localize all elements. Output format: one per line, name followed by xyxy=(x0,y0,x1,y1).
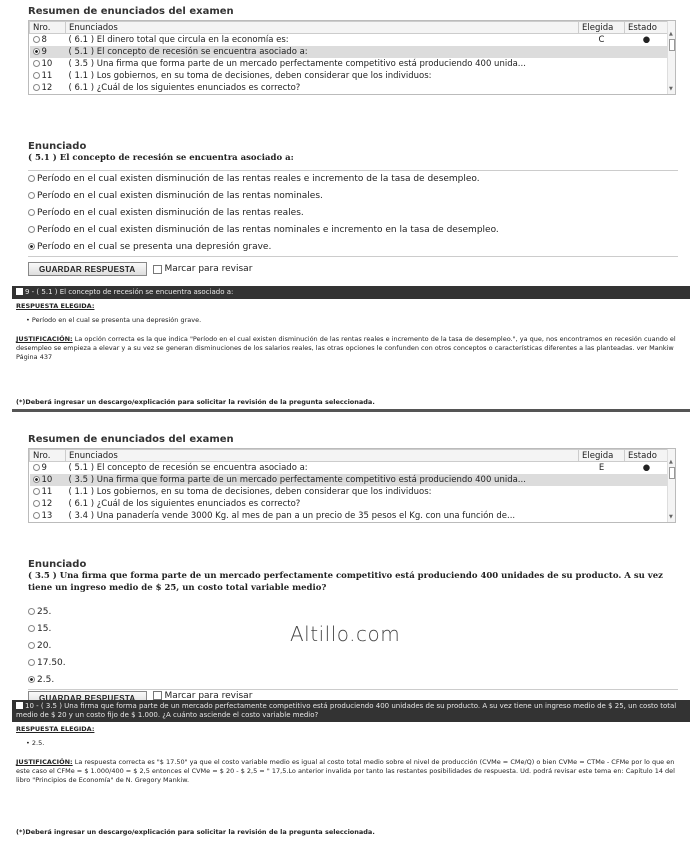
response-label: RESPUESTA ELEGIDA: xyxy=(16,725,95,733)
option-radio[interactable] xyxy=(28,676,35,683)
option-radio[interactable] xyxy=(28,625,35,632)
col-elegida: Elegida xyxy=(579,22,625,34)
table-row[interactable]: 10 ( 3.5 ) Una firma que forma parte de un mercado perfectamente competitivo está produciendo 400 unida... xyxy=(30,474,669,486)
action-row xyxy=(12,260,690,278)
bar-square-icon xyxy=(16,288,23,295)
col-enunciados: Enunciados xyxy=(66,22,579,34)
divider xyxy=(12,409,690,412)
col-estado: Estado xyxy=(625,22,669,34)
summary-title: Resumen de enunciados del examen xyxy=(28,434,234,445)
justification: JUSTIFICACIÓN: La opción correcta es la que indica "Período en el cual existen disminución de las rentas reales e incremento de la tasa de desempleo.", ya que, nos encontramos en recesión cuando el desempleo se empieza a elevar y a su vez se generan disminuciones de los salarios reales, las otras opciones le confunden con otros conceptos o características diferentes a las planteadas. ver Mankiw Página 437 xyxy=(16,335,676,361)
row-radio[interactable] xyxy=(33,476,40,483)
response-item: • 2.5. xyxy=(26,739,45,747)
response-section xyxy=(12,302,690,362)
option[interactable]: 25. xyxy=(28,604,678,621)
row-radio[interactable] xyxy=(33,48,40,55)
option-radio[interactable] xyxy=(28,243,35,250)
option-radio[interactable] xyxy=(28,192,35,199)
option[interactable]: 15. xyxy=(28,621,678,638)
row-radio[interactable] xyxy=(33,84,40,91)
justification: JUSTIFICACIÓN: La respuesta correcta es "$ 17.50" ya que el costo variable medio es igual al costo total medio sobre el nivel de producción (CVMe = CMe/Q) o bien CVMe = CTMe - CFMe por lo que en este caso el CFMe = $ 1.000/400 = $ 2,5 entonces el CVMe = $ 20 - $ 2,5 = " 17,5.Lo anterior invalida por tanto las restantes posibilidades de respuesta. Ud. podrá revisar este tema en: Capítulo 14 del libro "Principios de Economía" de N. Gregory Mankiw. xyxy=(16,758,675,784)
save-answer-button[interactable]: GUARDAR RESPUESTA xyxy=(28,262,147,276)
enunciado-title: Enunciado xyxy=(28,559,87,570)
response-section xyxy=(12,725,690,785)
scroll-thumb[interactable] xyxy=(669,467,675,479)
option-radio[interactable] xyxy=(28,608,35,615)
review-checkbox[interactable] xyxy=(153,265,162,274)
option[interactable]: Período en el cual existen disminución de las rentas nominales. xyxy=(28,188,678,205)
option[interactable]: 2.5. xyxy=(28,672,678,689)
option-radio[interactable] xyxy=(28,226,35,233)
response-item: • Período en el cual se presenta una depresión grave. xyxy=(26,316,202,324)
question-bar: 10 - ( 3.5 ) Una firma que forma parte de un mercado perfectamente competitivo está produciendo 400 unidades de su producto. A su vez tiene un ingreso medio de $ 25, un costo total medio de $ 20 y un costo fijo de $ 1.000. ¿A cuánto asciende el costo variable medio? xyxy=(12,700,690,722)
option-radio[interactable] xyxy=(28,659,35,666)
scroll-down-icon[interactable]: ▼ xyxy=(669,86,673,92)
response-label: RESPUESTA ELEGIDA: xyxy=(16,302,95,310)
option[interactable]: Período en el cual se presenta una depresión grave. xyxy=(28,239,678,256)
footnote: (*)Deberá ingresar un descargo/explicación para solicitar la revisión de la pregunta seleccionada. xyxy=(16,398,375,406)
col-elegida: Elegida xyxy=(579,450,625,462)
summary-title: Resumen de enunciados del examen xyxy=(28,6,234,17)
table-row[interactable]: 11 ( 1.1 ) Los gobiernos, en su toma de decisiones, deben considerar que los individuos: xyxy=(30,70,669,82)
options-list xyxy=(28,170,678,257)
col-nro: Nro. xyxy=(30,450,66,462)
table-scrollbar[interactable] xyxy=(667,449,675,522)
table-row[interactable]: 13 ( 3.4 ) Una panadería vende 3000 Kg. al mes de pan a un precio de 35 pesos el Kg. con una función de... xyxy=(30,510,669,522)
scroll-up-icon[interactable]: ▲ xyxy=(669,459,673,465)
table-row[interactable]: 12 ( 6.1 ) ¿Cuál de los siguientes enunciados es correcto? xyxy=(30,82,669,94)
scroll-thumb[interactable] xyxy=(669,39,675,51)
option[interactable]: 17.50. xyxy=(28,655,678,672)
review-checkbox[interactable] xyxy=(153,691,162,700)
save-answer-button[interactable]: GUARDAR RESPUESTA xyxy=(28,691,147,700)
table-row[interactable]: 12 ( 6.1 ) ¿Cuál de los siguientes enunciados es correcto? xyxy=(30,498,669,510)
exam-panel-1 xyxy=(12,0,690,412)
status-dot: ● xyxy=(642,34,651,45)
row-radio[interactable] xyxy=(33,512,40,519)
option[interactable]: 20. xyxy=(28,638,678,655)
question-text: ( 3.5 ) Una firma que forma parte de un mercado perfectamente competitivo está produciendo 400 unidades de su producto. A su vez tiene un ingreso medio de $ 25, un costo total variable medio? xyxy=(28,571,663,593)
option[interactable]: Período en el cual existen disminución de las rentas nominales e incremento en la tasa de desempleo. xyxy=(28,222,678,239)
bar-square-icon xyxy=(16,702,23,709)
row-radio[interactable] xyxy=(33,500,40,507)
review-label: Marcar para revisar xyxy=(164,264,253,274)
option-radio[interactable] xyxy=(28,642,35,649)
scroll-up-icon[interactable]: ▲ xyxy=(669,31,673,37)
row-radio[interactable] xyxy=(33,36,40,43)
review-label: Marcar para revisar xyxy=(164,691,253,700)
option[interactable]: Período en el cual existen disminución de las rentas reales. xyxy=(28,205,678,222)
action-row xyxy=(12,691,690,700)
col-enunciados: Enunciados xyxy=(66,450,579,462)
row-radio[interactable] xyxy=(33,488,40,495)
table-row[interactable]: 11 ( 1.1 ) Los gobiernos, en su toma de decisiones, deben considerar que los individuos: xyxy=(30,486,669,498)
option-radio[interactable] xyxy=(28,175,35,182)
question-text: ( 5.1 ) El concepto de recesión se encuentra asociado a: xyxy=(28,153,294,163)
table-row[interactable]: 8 ( 6.1 ) El dinero total que circula en la economía es: C ● xyxy=(30,34,669,46)
row-radio[interactable] xyxy=(33,60,40,67)
col-nro: Nro. xyxy=(30,22,66,34)
option-radio[interactable] xyxy=(28,209,35,216)
footnote: (*)Deberá ingresar un descargo/explicación para solicitar la revisión de la pregunta seleccionada. xyxy=(16,828,375,836)
row-radio[interactable] xyxy=(33,72,40,79)
status-dot: ● xyxy=(642,462,651,473)
options-list xyxy=(28,604,678,690)
option[interactable]: Período en el cual existen disminución de las rentas reales e incremento de la tasa de desempleo. xyxy=(28,171,678,188)
table-row[interactable]: 9 ( 5.1 ) El concepto de recesión se encuentra asociado a: xyxy=(30,46,669,58)
col-estado: Estado xyxy=(625,450,669,462)
summary-table xyxy=(28,448,676,523)
table-scrollbar[interactable] xyxy=(667,21,675,94)
question-bar: 9 - ( 5.1 ) El concepto de recesión se encuentra asociado a: xyxy=(12,286,690,299)
scroll-down-icon[interactable]: ▼ xyxy=(669,514,673,520)
row-radio[interactable] xyxy=(33,464,40,471)
table-row[interactable]: 10 ( 3.5 ) Una firma que forma parte de un mercado perfectamente competitivo está produciendo 400 unida... xyxy=(30,58,669,70)
summary-table xyxy=(28,20,676,95)
enunciado-title: Enunciado xyxy=(28,141,87,152)
watermark: Altillo.com xyxy=(290,622,401,646)
table-row[interactable]: 9 ( 5.1 ) El concepto de recesión se encuentra asociado a: E ● xyxy=(30,462,669,474)
